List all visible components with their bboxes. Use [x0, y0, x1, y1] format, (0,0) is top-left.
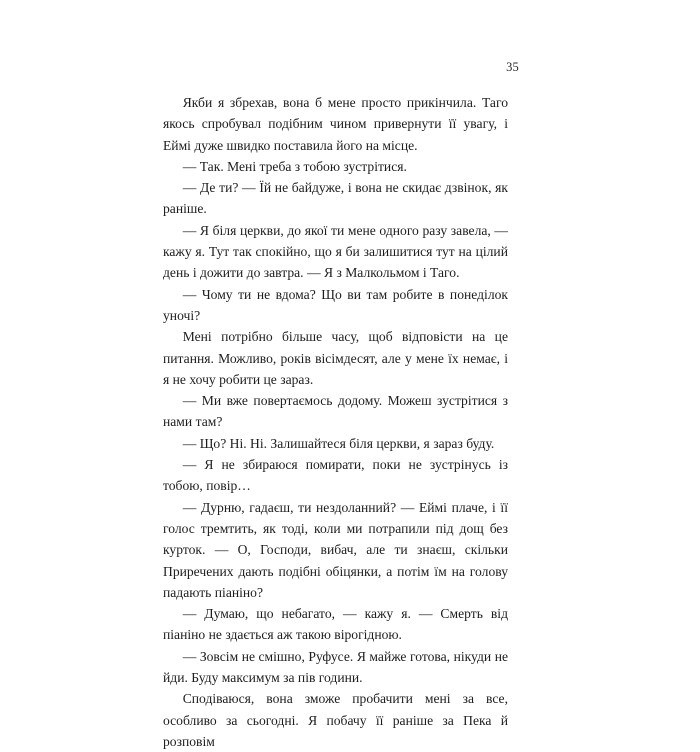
paragraph: — Я не збираюся помирати, поки не зустрінусь із тобою, повір… [163, 457, 508, 494]
paragraph: — Так. Мені треба з тобою зустрітися. [182, 158, 407, 174]
paragraph: — Що? Ні. Ні. Залишайтеся біля церкви, я зараз буду. [182, 435, 495, 451]
paragraph: — Чому ти не вдома? Що ви там робите в понеділок уночі? [163, 286, 508, 323]
paragraph: — Я біля церкви, до якої ти мене одного разу завела, — кажу я. Тут так спокійно, що я би залишитися тут на цілий день і дожити до завтра. — Я з Малкольмом і Таго. [163, 222, 508, 281]
page-number: 35 [506, 60, 519, 74]
paragraph: — Зовсім не смішно, Руфусе. Я майже готова, нікуди не йди. Буду максимум за пів години. [163, 648, 508, 686]
paragraph: — Ми вже повертаємось додому. Можеш зустрітися з нами там? [163, 393, 508, 430]
body-text [163, 92, 508, 752]
paragraph: — Дурню, гадаєш, ти нездоланний? — Еймі плаче, і її голос тремтить, як тоді, коли ми потрапили під дощ без курток. — О, Господи, вибач, але ти знаєш, скільки Приречених дають подібні обіцянки, а потім їм на голову падають піаніно? [163, 499, 508, 600]
paragraph: Сподіваюся, вона зможе пробачити мені за все, особливо за сьогодні. Я побачу її раніше за Пека й розповім [163, 691, 508, 749]
paragraph: — Думаю, що небагато, — кажу я. — Смерть від піаніно не здається аж такою вірогідною. [163, 606, 508, 643]
paragraph: Якби я збрехав, вона б мене просто прикінчила. Таго якось спробувал подібним чином привернути її увагу, і Еймі дуже швидко поставила його на місце. [163, 95, 508, 153]
paragraph: — Де ти? — Їй не байдуже, і вона не скидає дзвінок, як раніше. [163, 180, 508, 217]
paragraph: Мені потрібно більше часу, щоб відповісти на це питання. Можливо, років вісімдесят, але у мене їх немає, і я не хочу робити це зараз. [163, 329, 508, 387]
